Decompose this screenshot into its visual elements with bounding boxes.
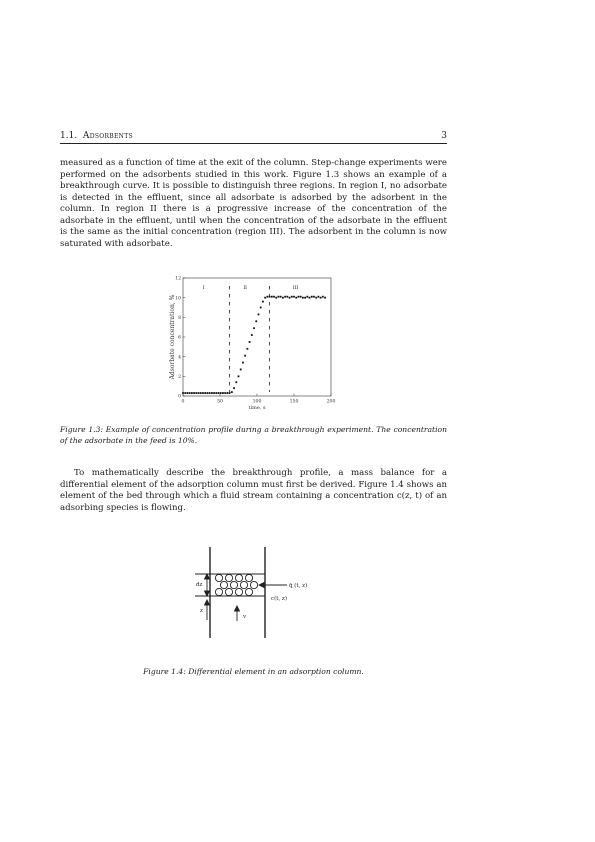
data-point: [273, 296, 275, 298]
data-point: [218, 392, 220, 394]
y-tick-label: 10: [175, 296, 181, 302]
x-tick-label: 200: [326, 399, 336, 405]
data-point: [271, 296, 273, 298]
data-point: [291, 296, 293, 298]
data-point: [286, 296, 288, 298]
q-pointer-arrow: [259, 583, 287, 588]
data-point: [304, 297, 306, 299]
v-label: v: [243, 614, 247, 620]
plot-frame: [183, 278, 331, 396]
dz-label: dz: [196, 582, 203, 588]
y-tick-label: 6: [178, 335, 181, 341]
z-label: z: [200, 608, 203, 614]
data-point: [220, 392, 222, 394]
data-point: [182, 392, 184, 394]
data-point: [231, 391, 233, 393]
differential-element-diagram: [185, 545, 330, 640]
region-label: II: [243, 286, 247, 291]
adsorbent-particles: [215, 574, 257, 595]
data-point: [322, 296, 324, 298]
data-point: [251, 334, 253, 336]
c-label: c(t, z): [271, 596, 287, 602]
section-number: 1.1.: [60, 131, 78, 141]
data-point: [187, 392, 189, 394]
breakthrough-chart: [168, 274, 338, 416]
data-point: [258, 313, 260, 315]
data-point: [298, 296, 300, 298]
data-point: [313, 296, 315, 298]
data-point: [315, 297, 317, 299]
figure-1-3-caption: Figure 1.3: Example of concentration profile during a breakthrough experiment. The concentration of the adsorbate in the feed is 10%.: [60, 425, 447, 445]
data-point: [253, 327, 255, 329]
data-point: [269, 296, 271, 298]
data-point: [240, 369, 242, 371]
data-point: [300, 296, 302, 298]
data-point: [211, 392, 213, 394]
data-point: [264, 297, 266, 299]
data-point: [260, 307, 262, 309]
data-point: [278, 296, 280, 298]
dz-arrow: [205, 574, 210, 596]
data-point: [289, 297, 291, 299]
data-point: [222, 392, 224, 394]
data-point: [229, 392, 231, 394]
paragraph-breakthrough-regions: measured as a function of time at the exit of the column. Step-change experiments were performed on the adsorbents studied in this work. Figure 1.3 shows an example of a breakthrough curve. It is possible to distinguish three regions. In region I, no adsorbate is detected in the effluent, since all adsorbate is adsorbed by the adsorbent in the column. In region II there is a progressive increase of the concentration of the adsorbate in the effluent, until when the concentration of the adsorbate in the effluent is the same as the initial concentration (region III). The adsorbent in the column is now saturated with adsorbate.: [60, 158, 447, 249]
y-tick-label: 0: [178, 394, 181, 400]
region-label: I: [202, 286, 205, 291]
section-heading: [60, 131, 133, 141]
y-tick-label: 4: [178, 355, 181, 361]
data-point: [224, 392, 226, 394]
data-point: [244, 355, 246, 357]
x-tick-label: 150: [289, 399, 299, 405]
data-point: [233, 387, 235, 389]
data-point: [200, 392, 202, 394]
region-label: III: [292, 286, 299, 291]
data-point: [275, 297, 277, 299]
x-axis-label: time, s: [248, 405, 266, 411]
data-point: [242, 362, 244, 364]
data-point: [284, 296, 286, 298]
data-point: [324, 297, 326, 299]
x-tick-label: 0: [181, 399, 185, 405]
data-point: [262, 301, 264, 303]
data-point: [193, 392, 195, 394]
data-point: [282, 297, 284, 299]
x-tick-label: 50: [217, 399, 223, 405]
data-point: [207, 392, 209, 394]
data-point: [195, 392, 197, 394]
data-point: [198, 392, 200, 394]
y-tick-label: 8: [178, 315, 181, 321]
data-point: [320, 297, 322, 299]
data-point: [213, 392, 215, 394]
data-point: [227, 392, 229, 394]
data-point: [184, 392, 186, 394]
q-label: q̄ (t, z): [289, 583, 308, 589]
figure-1-4-caption: Figure 1.4: Differential element in an adsorption column.: [143, 667, 364, 676]
paragraph-mass-balance: To mathematically describe the breakthrough profile, a mass balance for a differential element of the adsorption column must first be derived. Figure 1.4 shows an element of the bed through which a fluid stream containing a concentration c(z, t) of an adsorbing species is flowing.: [60, 468, 447, 513]
data-point: [249, 341, 251, 343]
section-title: Adsorbents: [82, 131, 133, 141]
data-point: [295, 297, 297, 299]
y-tick-label: 2: [178, 374, 181, 380]
data-point: [238, 375, 240, 377]
data-point: [191, 392, 193, 394]
data-point: [306, 296, 308, 298]
running-header: [60, 131, 447, 144]
y-axis-label: Adsorbate concentration, %: [169, 294, 176, 380]
z-arrow: [205, 600, 210, 620]
data-point: [215, 392, 217, 394]
velocity-arrow: [235, 606, 240, 621]
data-point: [189, 392, 191, 394]
data-point: [311, 296, 313, 298]
data-point: [266, 296, 268, 298]
page-number: 3: [441, 131, 447, 141]
data-point: [293, 296, 295, 298]
y-tick-label: 12: [175, 276, 181, 282]
data-point: [318, 296, 320, 298]
data-point: [235, 381, 237, 383]
data-point: [204, 392, 206, 394]
data-point: [255, 320, 257, 322]
data-point: [209, 392, 211, 394]
data-point: [309, 297, 311, 299]
data-point: [280, 296, 282, 298]
data-point: [202, 392, 204, 394]
data-point: [302, 297, 304, 299]
x-tick-label: 100: [252, 399, 262, 405]
data-point: [246, 348, 248, 350]
